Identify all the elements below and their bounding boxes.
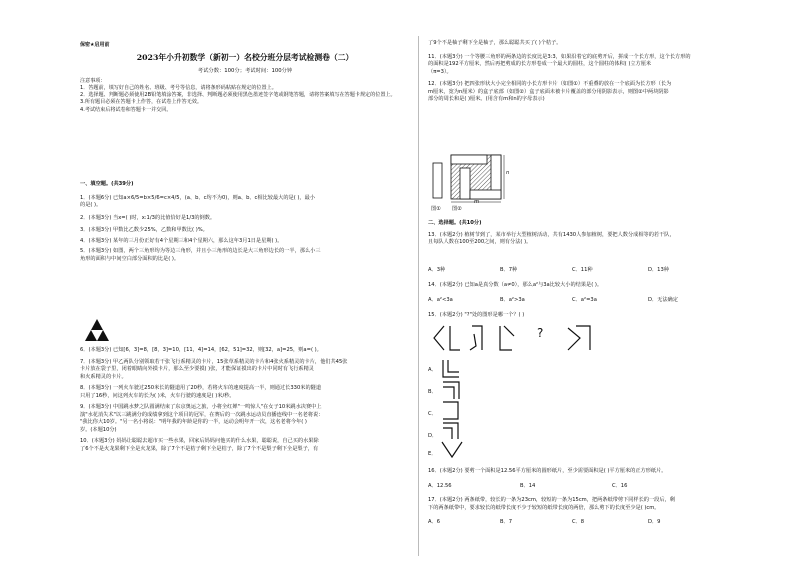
left-column-lower [80, 347, 410, 453]
question-text: 卡片放在袋子里，闭着眼睛向外摸卡片，那么至少要摸( )张，才能保证摸出的卡片中同时有飞行系精灵 [80, 366, 314, 373]
question-text: 13．(本题2分) 植树节到了，某市举行大型植树活动，共有1430人参加植树，要把人数分成相等的若干队， [428, 231, 675, 238]
q15-option-a[interactable]: A． [428, 367, 437, 373]
q15-option-a-figure [440, 358, 462, 380]
question-15: 15．(本题2分) "?"处的图形是哪一个？( ) [428, 312, 525, 318]
question-14: 14．(本题2分) 已知a是真分数（a≠0），那么a²与3a比较大小的结果是( )。 [428, 282, 603, 288]
label-n: n [506, 170, 510, 176]
q15-option-b-figure [440, 380, 462, 402]
question-text: 只用了16秒，问这列火车的长为( )米，火车行驶的速度是( )米/秒。 [80, 392, 235, 399]
q14-option-b[interactable]: B．a²>3a [500, 297, 525, 303]
question-text: 11．(本题3分) 一个等腰三角形的两条边的长度比是3:3，如果沿着它的底剪开后，拼成一个长方形，这个长方形的 [428, 53, 691, 60]
q17-option-b[interactable]: B．7 [500, 519, 513, 525]
question-text: "我比你大10岁。"另一名小将说："明年我的年龄是你的一半，运动会明年开一次，这名老将今年( ) [80, 419, 307, 426]
question-text: 17．(本题2分) 两条纸带，较长的一条为23cm，较短的一条为15cm，把两条纸带剪下同样长的一段后，剩 [428, 497, 675, 503]
instructions [80, 78, 410, 114]
question-text: 下的两条纸带中，要求较长的纸带长度不少于较短的纸带长度的两倍，那么剪下的长度至少是( )cm。 [428, 504, 660, 511]
q14-option-a[interactable]: A．a²<3a [428, 297, 453, 303]
question-text: （π=3）。 [428, 68, 452, 75]
question-text: 和火系精灵的卡片。 [80, 373, 127, 380]
question-13 [428, 232, 728, 247]
question-2: 2．(本题3分) 当x=( )时，x:1/3的比值恰好是1/3的倒数。 [80, 214, 216, 221]
figure-2-box [450, 154, 512, 206]
instructions-heading: 注意事项： [80, 78, 106, 84]
section-choice: 二、选择题。(共10分) [428, 220, 482, 226]
question-text: 1．(本题6分) 已知a×6/5=b×5/6=c×4/5，(a、b、c均不为0)，则a、b、c相比较最大的是( )，最小 [80, 194, 315, 201]
q15-option-c-figure [440, 400, 462, 422]
question-text: 9．(本题3分) 中国跳水梦之队圆满结束了东京奥运之旅，小将全红婵"一鸣惊人"在女子10米跳水决赛中上 [80, 404, 322, 411]
q15-option-c[interactable]: C． [428, 411, 437, 417]
instruction-item: 2．选择题、判断题必须使用2B铅笔填涂答案，非选择、判断题必须使用黑色墨迹签字笔或钢笔答题，请将答案填写在答题卡规定的位置上。 [80, 92, 396, 99]
figure-1-label: 图① [431, 206, 441, 212]
instruction-item: 4.考试结束后将试卷和答题卡一并交回。 [80, 106, 172, 113]
question-text: 部分的周长和是( )厘米。(用含有m和n的字母表示) [428, 96, 545, 103]
q16-option-c[interactable]: C．16 [612, 483, 628, 489]
figure-2-label: 图② [452, 206, 462, 212]
column-divider [418, 36, 419, 556]
question-text: m厘米，宽为n厘米）的盒子底部（如图②）盒子底面未被卡片覆盖的部分用阴影表示，则图②中两块阴影 [428, 88, 669, 95]
q13-option-a[interactable]: A．3种 [428, 267, 446, 273]
question-text: 12．(本题3分) 把四张形状大小完全相同的小长方形卡片（如图①）不重叠的放在一个底面为长方形（长为 [428, 81, 672, 88]
question-7 [80, 359, 410, 382]
q17-option-a[interactable]: A．6 [428, 519, 441, 525]
figure-1-rectangle [432, 162, 444, 200]
q16-option-a[interactable]: A．12.56 [428, 483, 452, 489]
question-12 [428, 81, 728, 104]
question-text: 5．(本题3分) 如图，两个三角形均为等边三角形，并且小三角形的边长是大三角形边长的一半，那么小三 [80, 248, 321, 255]
q13-option-b[interactable]: B．7种 [500, 267, 518, 273]
exam-info: 考试分数：100分；考试时间：100分钟 [197, 68, 293, 74]
q15-option-d[interactable]: D． [428, 433, 438, 439]
question-16: 16．(本题2分) 要剪一个面积是12.56平方厘米的圆形纸片，至少需要面积是( )平方厘米的正方形纸片。 [428, 468, 667, 474]
question-4: 4．(本题3分) 某年的三月份正好有4个星期三和4个星期六，那么这年3月1日是星期( )。 [80, 237, 283, 244]
label-m: m [474, 199, 480, 205]
question-text: 10．(本题3分) 妈妈让聪聪去超市买一些水果，回家后妈妈问他买的什么水果，聪聪说，自己买的水果除 [80, 438, 319, 445]
q15-option-d-figure [440, 420, 462, 442]
question-1 [80, 195, 410, 210]
question-10-cont: 了9个不是柚子剩下全是柚子，那么聪聪共买了( )个桔子。 [428, 40, 562, 46]
section-fill-blank: 一、填空题。(共39分) [80, 181, 134, 187]
q14-option-c[interactable]: C．a²=3a [572, 297, 597, 303]
q17-option-d[interactable]: D．9 [648, 519, 661, 525]
secret-label: 保密★启用前 [80, 42, 110, 48]
q15-option-b[interactable]: B． [428, 389, 437, 395]
instruction-item: 3.所有题目必须在答题卡上作答，在试卷上作答无效。 [80, 99, 203, 106]
q13-option-d[interactable]: D．13种 [648, 267, 669, 273]
q15-question-mark: ? [537, 326, 544, 340]
right-column [428, 40, 728, 104]
question-6: 6．(本题3分) 已知[6，3]=8，[8，3]=10，[11，4]=14，[62，51]=32，则[32，a]=25，则a=( )。 [80, 347, 322, 353]
triangle-figure [84, 318, 110, 342]
question-text: 演"水花消失术"以三跳满分的成绩拿到这个项目的冠军，在赛后的一次跳水运动员直播连线中一名老将说： [80, 411, 324, 418]
q15-option-e-figure [440, 440, 464, 460]
q13-option-c[interactable]: C．11种 [572, 267, 593, 273]
question-8 [80, 385, 410, 400]
question-9 [80, 404, 410, 434]
q15-option-e[interactable]: E． [428, 451, 437, 457]
question-5 [80, 248, 410, 263]
question-text: 且每队人数在100至200之间，则有分法( )。 [428, 239, 532, 246]
question-text: 8．(本题3分) 一列火车驶过250米长的隧道用了20秒，若将火车的速度提高一半，则通过长330米的隧道 [80, 385, 322, 392]
question-text: 岁。(本题10分) [80, 426, 117, 433]
question-17 [428, 497, 728, 512]
q15-sequence-figures [430, 322, 600, 356]
instruction-item: 1．答题前，填写好自己的姓名、班级、考号等信息，请将条形码粘贴在规定的位置上。 [80, 85, 277, 92]
question-text: 了6个不是火龙果剩下全是火龙果，除了7个不是桔子剩下全是桔子，除了7个不是梨子剩下全是梨子，有 [80, 445, 319, 452]
right-column-choices [428, 220, 728, 247]
left-column [80, 181, 410, 263]
q17-option-c[interactable]: C．8 [572, 519, 585, 525]
question-text: 的面积是192平方厘米，然后再把剪成的长方形卷成一个最大的圆柱，这个圆柱的体积( )立方厘米 [428, 61, 652, 68]
q16-option-b[interactable]: B．14 [520, 483, 536, 489]
question-text: 7．(本题3分) 甲乙两队分别领取若干张飞行系精灵的卡片，15张草系精灵的卡片和4张火系精灵的卡片，他们共45张 [80, 358, 348, 365]
question-11 [428, 54, 728, 77]
question-10 [80, 438, 410, 453]
q14-option-d[interactable]: D．无法确定 [648, 297, 678, 303]
question-text: 角形的面积与中间空白部分面积的比是( )。 [80, 255, 180, 262]
page-title: 2023年小升初数学（新初一）名校分班分层考试检测卷（二） [136, 53, 354, 62]
question-text: 的是( )。 [80, 202, 102, 209]
question-3: 3．(本题3分) 甲数比乙数少25%，乙数和甲数比( )%。 [80, 227, 208, 234]
